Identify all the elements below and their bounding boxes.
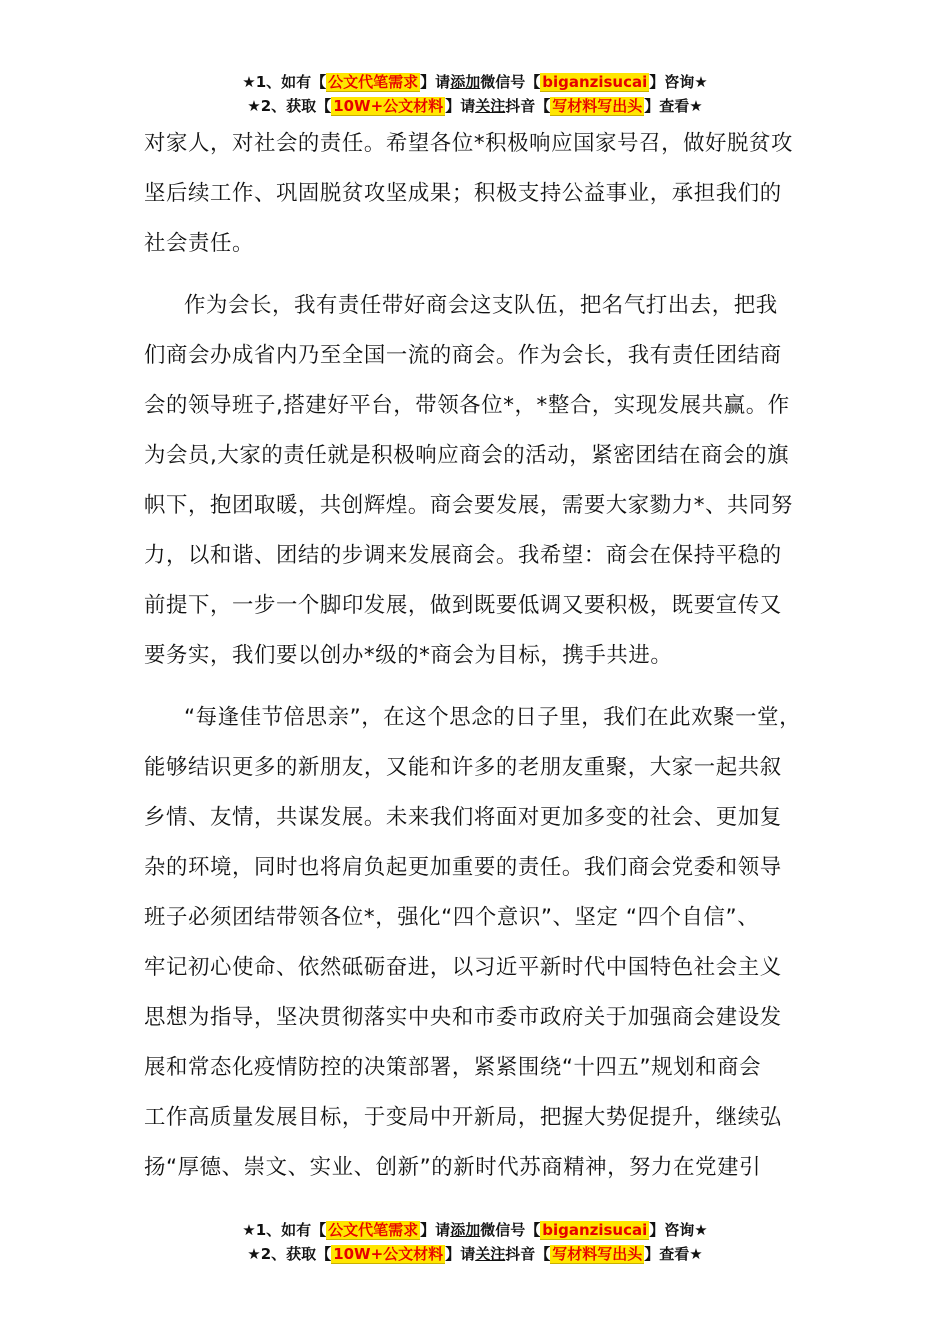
paragraph-line: 能够结识更多的新朋友，又能和许多的老朋友重聚，大家一起共叙 (144, 755, 782, 780)
footer-underlined-add: 添加 (450, 1221, 481, 1239)
header-line-2 (0, 94, 950, 118)
header-line-2-mid2: 抖音【 (505, 97, 551, 115)
footer-line-2 (0, 1242, 950, 1266)
footer-line-2-mid2: 抖音【 (505, 1245, 551, 1263)
header-line-1-prefix: ★1、如有【 (242, 73, 327, 91)
paragraph-line: 工作高质量发展目标，于变局中开新局，把握大势促提升，继续弘 (144, 1105, 782, 1130)
paragraph-1 (144, 119, 820, 269)
header-line-1-suffix: 】咨询★ (649, 73, 708, 91)
footer-line-1-mid2: 微信号【 (480, 1221, 541, 1239)
footer-highlight-materials: 10W+公文材料 (333, 1245, 444, 1263)
paragraph-line: 坚后续工作、巩固脱贫攻坚成果；积极支持公益事业，承担我们的 (144, 181, 782, 206)
paragraph-line: 前提下，一步一个脚印发展，做到既要低调又要积极，既要宣传又 (144, 593, 782, 618)
header-line-1-mid: 】请 (420, 73, 451, 91)
header-line-1-mid2: 微信号【 (480, 73, 541, 91)
header-highlight-materials: 10W+公文材料 (333, 97, 444, 115)
paragraph-line: 社会责任。 (144, 231, 254, 256)
header-line-2-mid: 】请 (445, 97, 476, 115)
footer-banner (0, 1218, 950, 1266)
header-underlined-add: 添加 (450, 73, 481, 91)
header-highlight-service: 公文代笔需求 (328, 73, 419, 91)
paragraph-2 (144, 281, 820, 681)
header-line-1 (0, 70, 950, 94)
footer-line-2-mid: 】请 (445, 1245, 476, 1263)
header-highlight-wechat-id: biganzisucai (542, 73, 648, 91)
paragraph-line: 对家人，对社会的责任。希望各位*积极响应国家号召，做好脱贫攻 (144, 131, 794, 156)
paragraph-line: 们商会办成省内乃至全国一流的商会。作为会长，我有责任团结商 (144, 343, 782, 368)
footer-line-1-suffix: 】咨询★ (649, 1221, 708, 1239)
paragraph-line: 会的领导班子,搭建好平台，带领各位*，*整合，实现发展共赢。作 (144, 393, 790, 418)
footer-highlight-wechat-id: biganzisucai (542, 1221, 648, 1239)
footer-highlight-service: 公文代笔需求 (328, 1221, 419, 1239)
footer-line-1-mid: 】请 (420, 1221, 451, 1239)
header-line-2-prefix: ★2、获取【 (247, 97, 332, 115)
paragraph-line: 展和常态化疫情防控的决策部署，紧紧围绕“十四五”规划和商会 (144, 1055, 762, 1080)
header-underlined-follow: 关注 (475, 97, 506, 115)
footer-highlight-douyin: 写材料写出头 (552, 1245, 643, 1263)
header-line-2-suffix: 】查看★ (644, 97, 703, 115)
footer-line-2-prefix: ★2、获取【 (247, 1245, 332, 1263)
footer-line-1 (0, 1218, 950, 1242)
paragraph-line: 思想为指导，坚决贯彻落实中央和市委市政府关于加强商会建设发 (144, 1005, 782, 1030)
paragraph-line: 班子必须团结带领各位*，强化“四个意识”、坚定 “四个自信”、 (144, 905, 760, 930)
paragraph-line: “每逢佳节倍思亲”，在这个思念的日子里，我们在此欢聚一堂， (184, 705, 802, 730)
document-body (144, 119, 820, 1193)
paragraph-line: 力，以和谐、团结的步调来发展商会。我希望：商会在保持平稳的 (144, 543, 782, 568)
footer-line-2-suffix: 】查看★ (644, 1245, 703, 1263)
paragraph-3 (144, 693, 820, 1193)
paragraph-line: 扬“厚德、崇文、实业、创新”的新时代苏商精神，努力在党建引 (144, 1155, 762, 1180)
paragraph-line: 为会员,大家的责任就是积极响应商会的活动，紧密团结在商会的旗 (144, 443, 790, 468)
paragraph-line: 作为会长，我有责任带好商会这支队伍，把名气打出去，把我 (184, 293, 778, 318)
footer-line-1-prefix: ★1、如有【 (242, 1221, 327, 1239)
header-banner (0, 70, 950, 118)
paragraph-line: 杂的环境，同时也将肩负起更加重要的责任。我们商会党委和领导 (144, 855, 782, 880)
header-highlight-douyin: 写材料写出头 (552, 97, 643, 115)
paragraph-line: 牢记初心使命、依然砥砺奋进，以习近平新时代中国特色社会主义 (144, 955, 782, 980)
paragraph-line: 乡情、友情，共谋发展。未来我们将面对更加多变的社会、更加复 (144, 805, 782, 830)
footer-underlined-follow: 关注 (475, 1245, 506, 1263)
paragraph-line: 帜下，抱团取暖，共创辉煌。商会要发展，需要大家勠力*、共同努 (144, 493, 794, 518)
paragraph-line: 要务实，我们要以创办*级的*商会为目标，携手共进。 (144, 643, 673, 668)
